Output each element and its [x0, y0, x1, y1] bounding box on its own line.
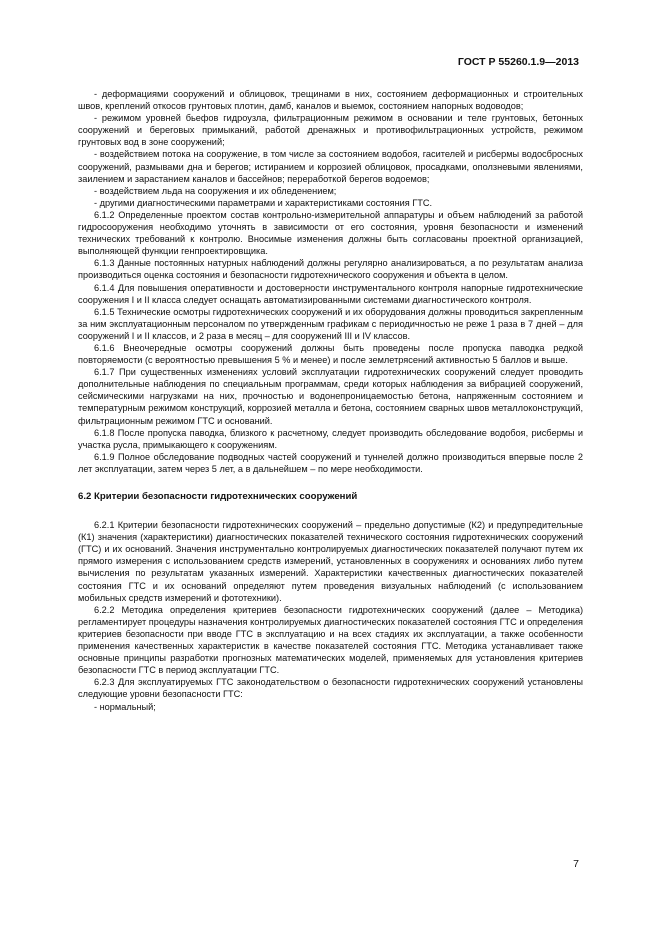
- paragraph: - другими диагностическими параметрами и характеристиками состояния ГТС.: [94, 197, 433, 208]
- paragraph: 6.2.3 Для эксплуатируемых ГТС законодательством о безопасности гидротехнических сооружений установлены следующие уровни безопасности ГТС:: [78, 677, 583, 700]
- section-heading: 6.2 Критерии безопасности гидротехнических сооружений: [78, 491, 358, 502]
- paragraph: - воздействием льда на сооружения и их обледенением;: [94, 185, 337, 196]
- paragraph: 6.1.5 Технические осмотры гидротехнических сооружений и их оборудования должны проводиться закрепленным за ним эксплуатационным персоналом по утвержденным графикам с периодичностью не реже 1 раза в 7 дней – для сооружений I и II классов, и 2 раза в месяц – для сооружений III и IV классов.: [78, 306, 583, 341]
- page-number: 7: [573, 858, 579, 870]
- paragraph: 6.1.9 Полное обследование подводных частей сооружений и туннелей должно производиться впервые после 2 лет эксплуатации, затем через 5 лет, а в дальнейшем – по мере необходимости.: [78, 451, 583, 474]
- paragraph: 6.2.2 Методика определения критериев безопасности гидротехнических сооружений (далее – Методика) регламентирует процедуры назначения контролируемых диагностических показателей состояния ГТС и определения критериев безопасности при вводе ГТС в эксплуатацию и на всех стадиях их эксплуатации, а также особенности применения качественных характеристик в качестве показателей состояния ГТС. Методика устанавливает также основные принципы разработки прогнозных математических моделей, применяемых для установления критериев безопасности ГТС в период эксплуатации ГТС.: [78, 604, 583, 676]
- paragraph: - деформациями сооружений и облицовок, трещинами в них, состоянием деформационных и строительных швов, креплений откосов грунтовых плотин, дамб, каналов и выемок, состоянием напорных водоводов;: [78, 89, 583, 112]
- document-body: [78, 88, 583, 713]
- document-header: ГОСТ Р 55260.1.9—2013: [457, 56, 579, 68]
- paragraph: - нормальный;: [94, 701, 156, 712]
- paragraph: 6.1.4 Для повышения оперативности и достоверности инструментального контроля напорные гидротехнические сооружения I и II класса следует оснащать автоматизированными системами диагностического контроля.: [78, 282, 583, 305]
- paragraph: 6.1.7 При существенных изменениях условий эксплуатации гидротехнических сооружений следует проводить дополнительные наблюдения по специальным программам, среди которых наблюдения за вибрацией сооружений, сейсмическими нагрузками на них, прочностью и водонепроницаемостью бетона, напряженным состоянием и температурным режимом конструкций, коррозией металла и бетона, состоянием сварных швов металлоконструкций, фильтрационным режимом ГТС и оснований.: [78, 367, 583, 426]
- paragraph: - воздействием потока на сооружение, в том числе за состоянием водобоя, гасителей и рисбермы водосбросных сооружений, размывами дна и берегов; истиранием и коррозией облицовок, просадками, оползневыми явлениями, заилением и зарастанием каналов и бассейнов; переработкой берегов водоемов;: [78, 149, 583, 184]
- paragraph: 6.1.6 Внеочередные осмотры сооружений должны быть проведены после пропуска паводка редкой повторяемости (с вероятностью превышения 5 % и менее) и после землетрясений активностью 5 баллов и выше.: [78, 342, 583, 366]
- paragraph: 6.2.1 Критерии безопасности гидротехнических сооружений – предельно допустимые (К2) и предупредительные (К1) значения (характеристики) диагностических показателей технического состояния гидротехнических сооружений (ГТС) и их оснований. Значения инструментально контролируемых диагностических показателей получают путем их прямого измерения с использованием средств измерений, установленных в сооружениях и основаниях либо путем вычисления по результатам указанных измерений. Характеристики качественных диагностических показателей состояния ГТС и их оснований определяют путем проведения визуальных наблюдений (с использованием мобильных средств измерений и фототехники).: [78, 520, 583, 603]
- paragraph: 6.1.3 Данные постоянных натурных наблюдений должны регулярно анализироваться, а по результатам анализа производиться оценка состояния и безопасности гидротехнического сооружения и объекта в целом.: [78, 258, 583, 281]
- paragraph: 6.1.2 Определенные проектом состав контрольно-измерительной аппаратуры и объем наблюдений за работой гидросооружения необходимо уточнять в зависимости от его состояния, уровня безопасности и изменений технических требований к контролю. Вносимые изменения должны быть согласованы проектной организацией, выполняющей функции генпроектировщика.: [78, 209, 583, 257]
- paragraph: - режимом уровней бьефов гидроузла, фильтрационным режимом в основании и теле грунтовых, бетонных сооружений и береговых примыканий, работой дренажных и противофильтрационных устройств, режимом грунтовых вод в зоне сооружений;: [78, 113, 583, 148]
- paragraph: 6.1.8 После пропуска паводка, близкого к расчетному, следует производить обследование водобоя, рисбермы и участка русла, примыкающего к сооружениям.: [78, 427, 583, 450]
